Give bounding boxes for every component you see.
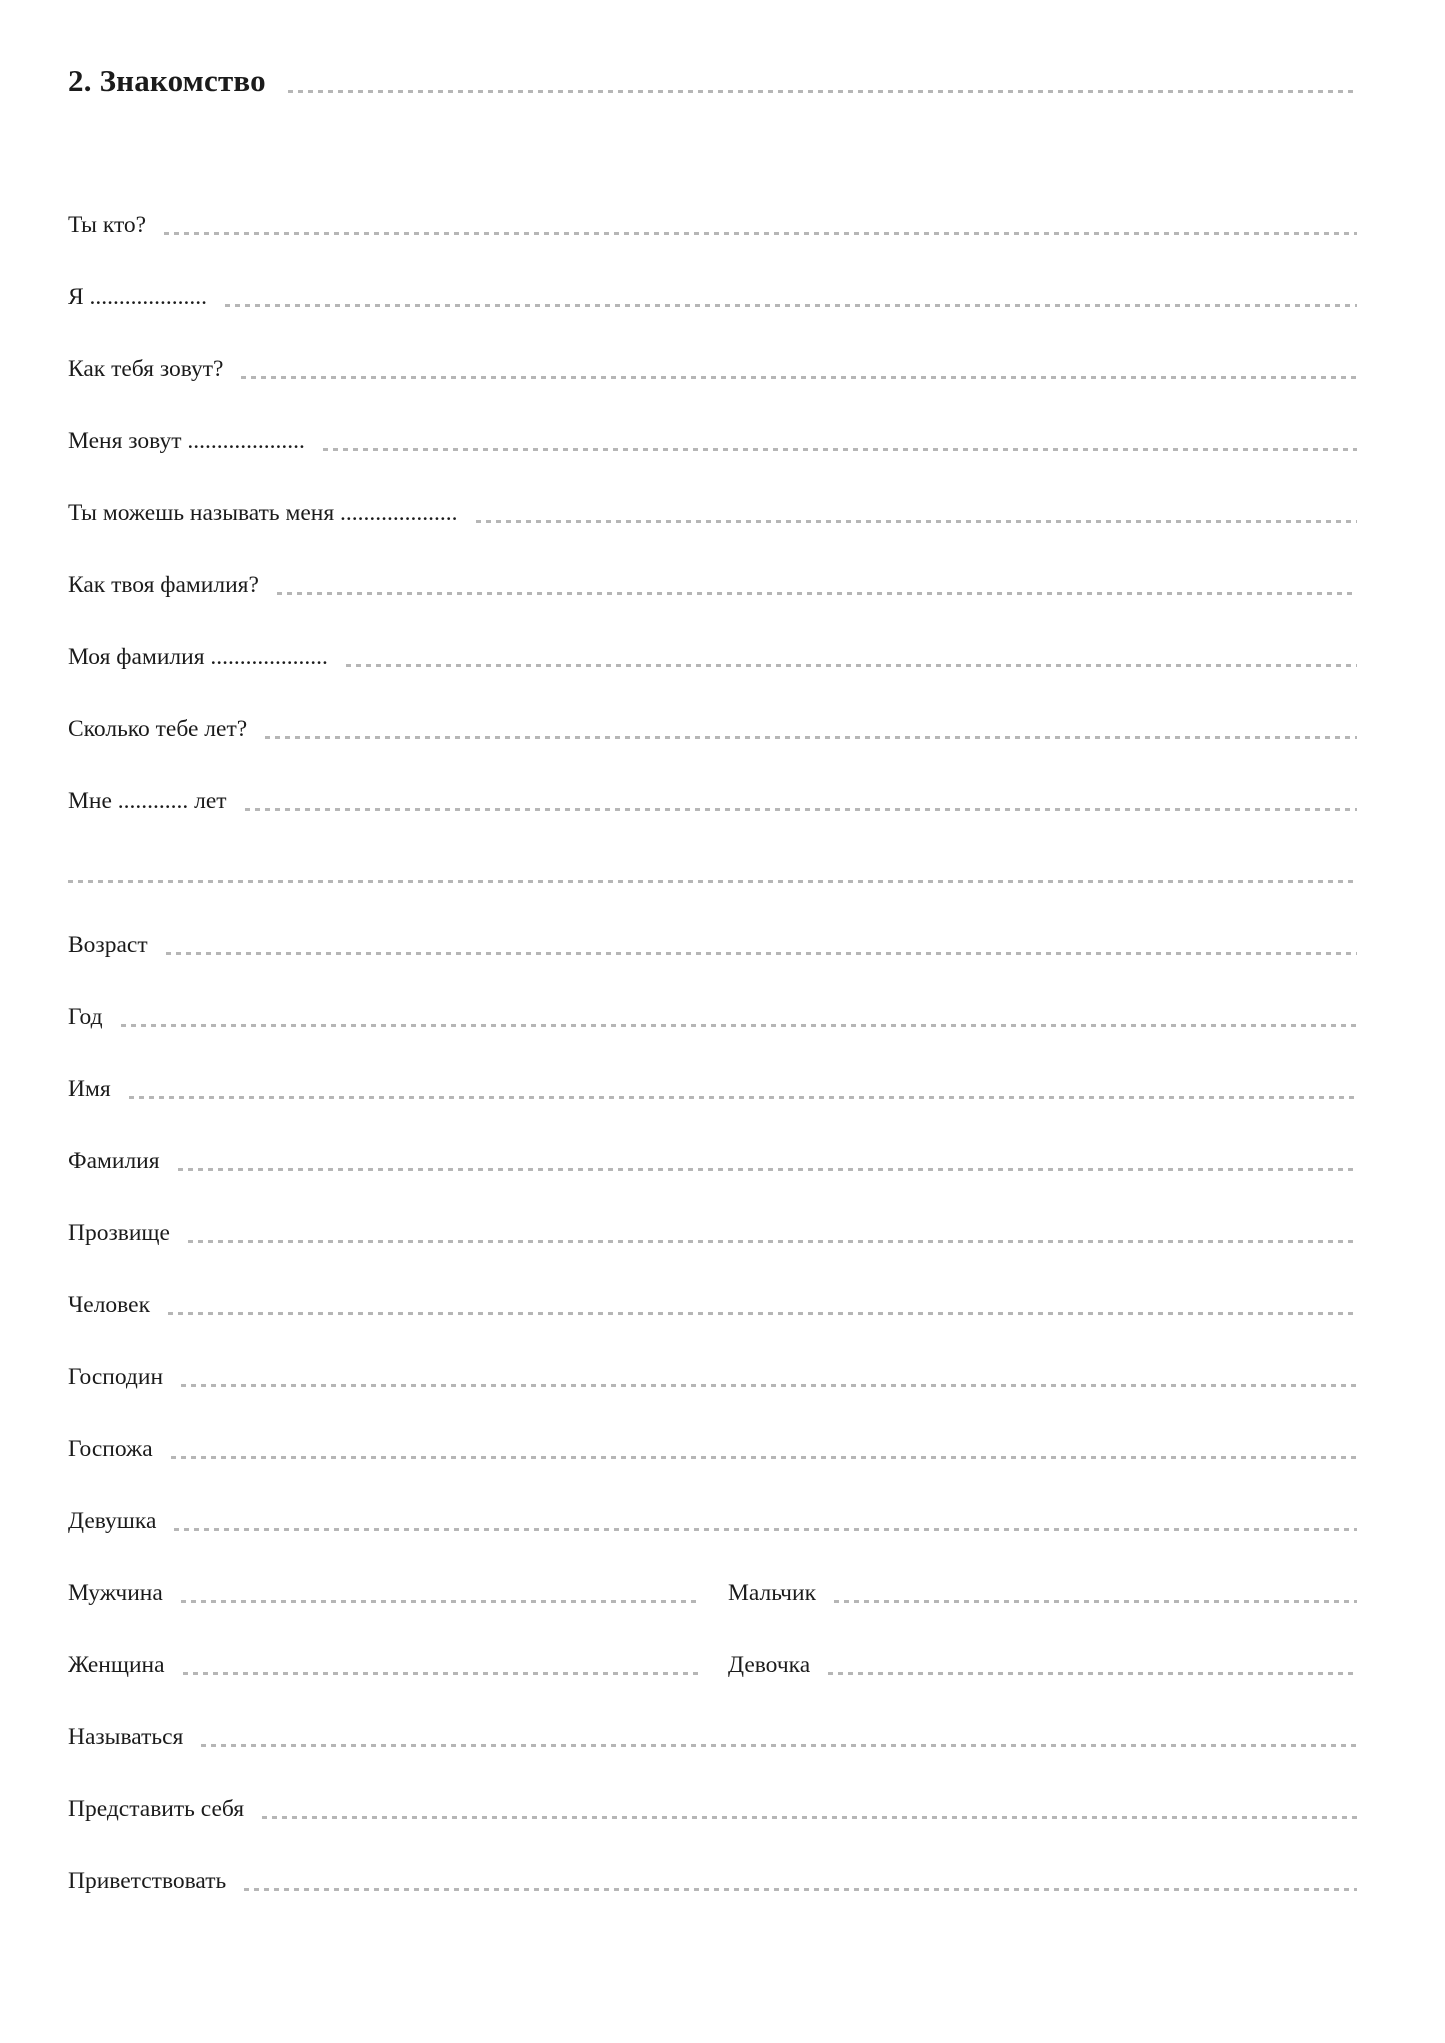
worksheet-row xyxy=(68,1290,1357,1320)
row-label: Представить себя xyxy=(68,1796,245,1822)
answer-line xyxy=(288,90,1357,93)
worksheet-row-two-column xyxy=(68,1650,1357,1680)
row-label: Мне ............ лет xyxy=(68,788,227,814)
answer-line xyxy=(183,1672,700,1675)
answer-line xyxy=(129,1096,1357,1099)
answer-line xyxy=(323,448,1357,451)
answer-line xyxy=(201,1744,1357,1747)
answer-line xyxy=(244,1888,1357,1891)
worksheet-row xyxy=(68,354,1357,384)
worksheet-row xyxy=(68,210,1357,240)
row-label: Ты можешь называть меня .................... xyxy=(68,500,458,526)
answer-line xyxy=(164,232,1357,235)
row-label: Фамилия xyxy=(68,1148,160,1174)
row-label: Как твоя фамилия? xyxy=(68,572,259,598)
worksheet-row xyxy=(68,930,1357,960)
answer-line xyxy=(265,736,1357,739)
answer-line xyxy=(181,1600,700,1603)
worksheet-row xyxy=(68,1866,1357,1896)
worksheet-row xyxy=(68,1218,1357,1248)
answer-line xyxy=(262,1816,1357,1819)
answer-line xyxy=(174,1528,1357,1531)
row-label: Человек xyxy=(68,1292,150,1318)
answer-line xyxy=(834,1600,1357,1603)
answer-line xyxy=(277,592,1357,595)
row-label: Как тебя зовут? xyxy=(68,356,224,382)
row-label: Меня зовут .................... xyxy=(68,428,305,454)
row-label: Возраст xyxy=(68,932,148,958)
worksheet-row xyxy=(68,282,1357,312)
row-label: Приветствовать xyxy=(68,1868,227,1894)
answer-line xyxy=(178,1168,1357,1171)
answer-line xyxy=(171,1456,1357,1459)
worksheet-row xyxy=(68,426,1357,456)
row-label: Имя xyxy=(68,1076,111,1102)
answer-line xyxy=(225,304,1357,307)
worksheet-row xyxy=(68,1434,1357,1464)
answer-line xyxy=(828,1672,1357,1675)
row-label: Девушка xyxy=(68,1508,157,1534)
worksheet-row xyxy=(68,1146,1357,1176)
worksheet-row xyxy=(68,1506,1357,1536)
worksheet-row xyxy=(68,642,1357,672)
row-label: Называться xyxy=(68,1724,184,1750)
answer-line xyxy=(121,1024,1357,1027)
row-label: Год xyxy=(68,1004,103,1030)
worksheet-row xyxy=(68,1722,1357,1752)
row-label: Я .................... xyxy=(68,284,208,310)
worksheet-row xyxy=(68,570,1357,600)
row-label: Моя фамилия .................... xyxy=(68,644,328,670)
worksheet-row xyxy=(68,498,1357,528)
worksheet-row xyxy=(68,786,1357,816)
answer-line xyxy=(476,520,1357,523)
answer-line xyxy=(166,952,1357,955)
row-label: Господин xyxy=(68,1364,164,1390)
answer-line xyxy=(168,1312,1357,1315)
answer-line xyxy=(181,1384,1357,1387)
row-label: Женщина xyxy=(68,1652,165,1678)
worksheet-row xyxy=(68,1074,1357,1104)
answer-line xyxy=(241,376,1357,379)
answer-line xyxy=(68,880,1357,883)
row-label: Девочка xyxy=(728,1652,811,1678)
title-row xyxy=(68,62,1357,100)
row-label: Мальчик xyxy=(728,1580,816,1606)
row-label: Прозвище xyxy=(68,1220,170,1246)
answer-line xyxy=(346,664,1357,667)
answer-line xyxy=(245,808,1357,811)
worksheet-row-blank xyxy=(68,858,1357,888)
worksheet-row xyxy=(68,1002,1357,1032)
row-label: Сколько тебе лет? xyxy=(68,716,248,742)
row-label: Ты кто? xyxy=(68,212,147,238)
worksheet-row xyxy=(68,1362,1357,1392)
row-label: Мужчина xyxy=(68,1580,163,1606)
row-label: Госпожа xyxy=(68,1436,153,1462)
worksheet-row xyxy=(68,1794,1357,1824)
worksheet-row xyxy=(68,714,1357,744)
answer-line xyxy=(188,1240,1357,1243)
worksheet-row-two-column xyxy=(68,1578,1357,1608)
page-title: 2. Знакомство xyxy=(68,63,266,98)
